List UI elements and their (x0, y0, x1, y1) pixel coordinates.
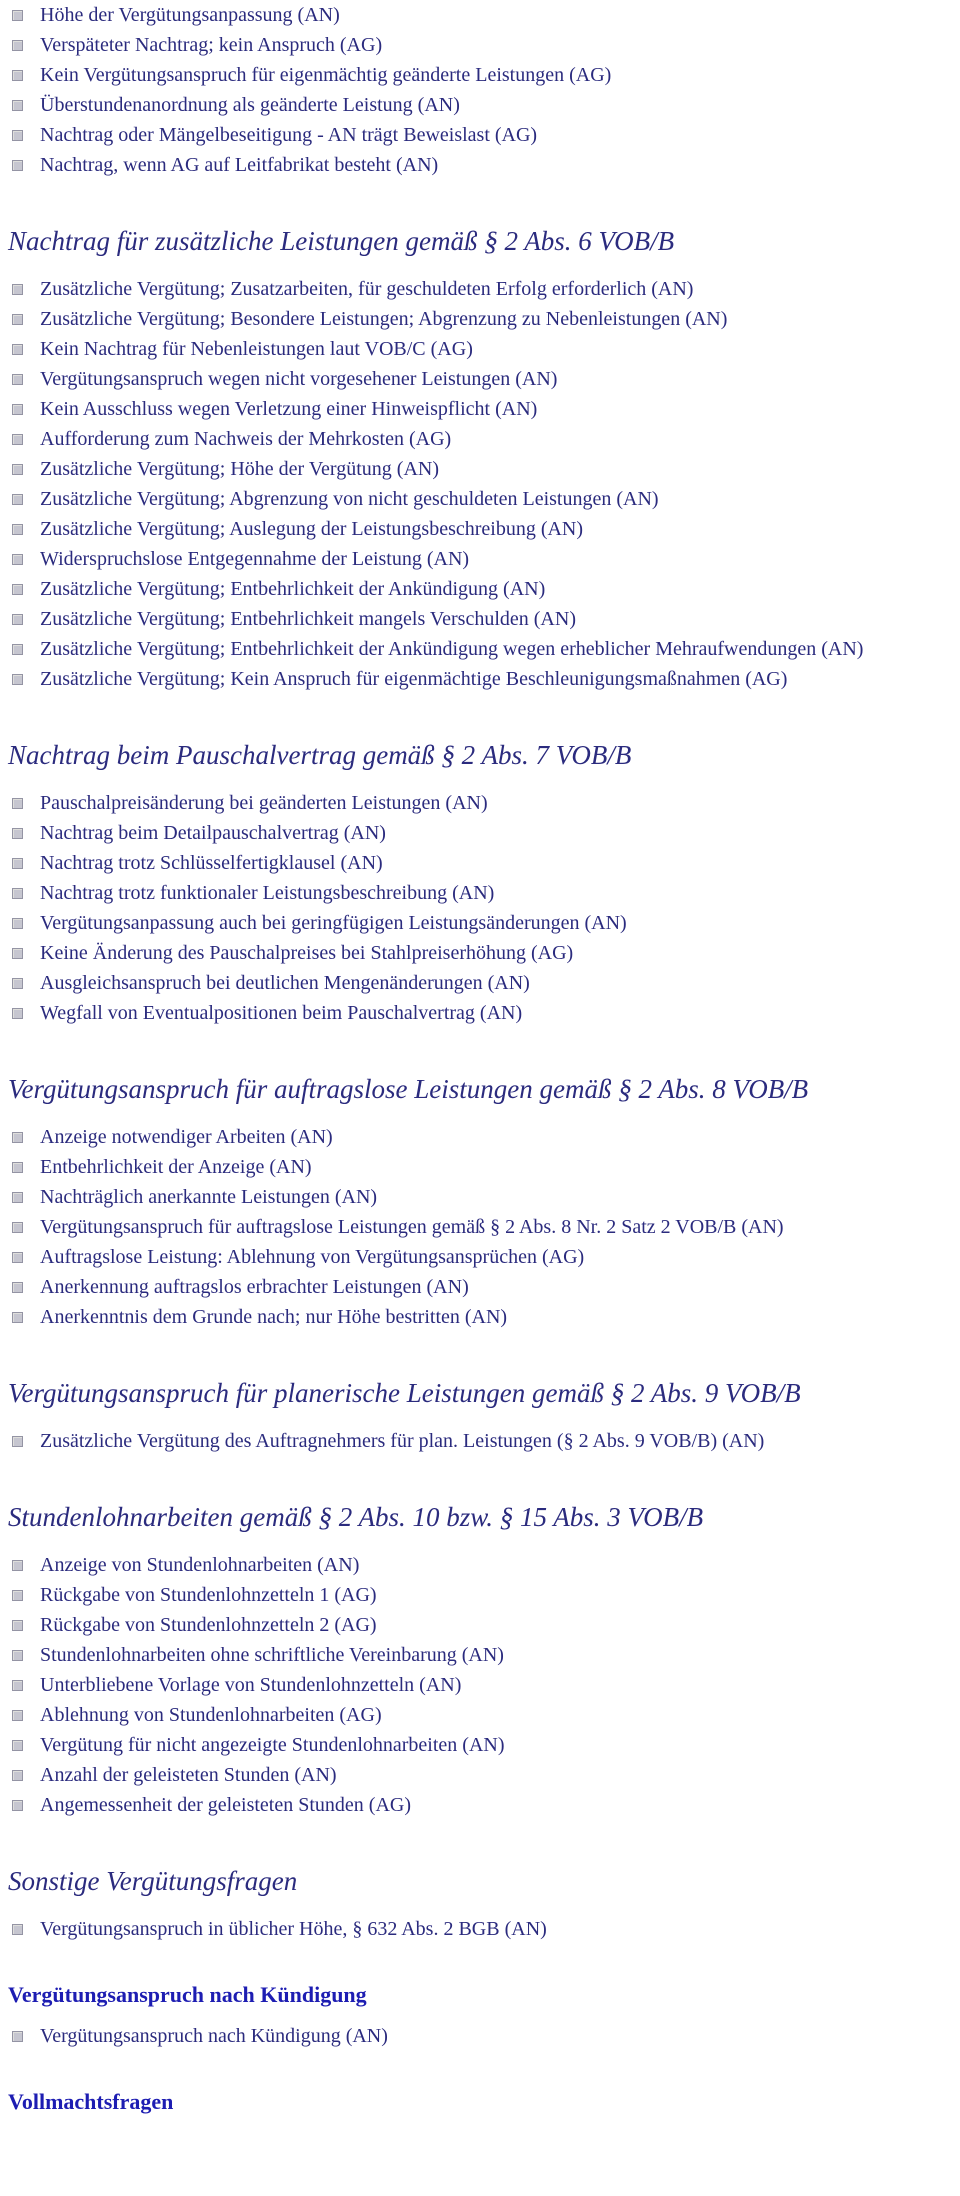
section-planerische-leistungen (8, 1377, 952, 1452)
bullet-square-icon (12, 614, 23, 625)
list-item (8, 459, 952, 480)
list-item (8, 973, 952, 994)
bullet-square-icon (12, 100, 23, 111)
bullet-square-icon (12, 1312, 23, 1323)
bullet-square-icon (12, 1800, 23, 1811)
list-item-text: Zusätzliche Vergütung des Auftragnehmers für plan. Leistungen (§ 2 Abs. 9 VOB/B) (AN) (40, 1430, 765, 1452)
bullet-square-icon (12, 1740, 23, 1751)
section-heading: Vergütungsanspruch für planerische Leistungen gemäß § 2 Abs. 9 VOB/B (8, 1378, 801, 1408)
list-item-text: Vergütung für nicht angezeigte Stundenlohnarbeiten (AN) (40, 1734, 505, 1756)
list-item-text: Zusätzliche Vergütung; Höhe der Vergütung (AN) (40, 458, 439, 480)
list-item (8, 309, 952, 330)
section-verguetungsanspruch-nach-kuendigung (8, 1982, 952, 2047)
list-item-text: Widerspruchslose Entgegennahme der Leistung (AN) (40, 548, 470, 570)
bullet-square-icon (12, 978, 23, 989)
list-item (8, 35, 952, 56)
list-item-text: Vergütungsanspruch nach Kündigung (AN) (40, 2025, 388, 2047)
section-stundenlohnarbeiten (8, 1501, 952, 1816)
list-item (8, 943, 952, 964)
list-item-text: Kein Ausschluss wegen Verletzung einer Hinweispflicht (AN) (40, 398, 538, 420)
list-item-text: Anzeige notwendiger Arbeiten (AN) (40, 1126, 333, 1148)
list-item-text: Zusätzliche Vergütung; Besondere Leistungen; Abgrenzung zu Nebenleistungen (AN) (40, 308, 728, 330)
list-item (8, 1705, 952, 1726)
topic-list (8, 5, 952, 176)
bullet-square-icon (12, 1590, 23, 1601)
list-item (8, 1585, 952, 1606)
bullet-square-icon (12, 858, 23, 869)
bullet-square-icon (12, 1132, 23, 1143)
bullet-square-icon (12, 1008, 23, 1019)
list-item-text: Anzahl der geleisteten Stunden (AN) (40, 1764, 337, 1786)
list-item-text: Zusätzliche Vergütung; Kein Anspruch für eigenmächtige Beschleunigungsmaßnahmen (AG) (40, 668, 788, 690)
list-item-text: Pauschalpreisänderung bei geänderten Leistungen (AN) (40, 792, 488, 814)
topic-list (8, 279, 952, 690)
list-item-text: Ablehnung von Stundenlohnarbeiten (AG) (40, 1704, 382, 1726)
subsection-heading: Vergütungsanspruch nach Kündigung (8, 1982, 367, 2007)
list-item (8, 1217, 952, 1238)
section-sonstige-verguetungsfragen (8, 1865, 952, 1940)
list-item-text: Auftragslose Leistung: Ablehnung von Vergütungsansprüchen (AG) (40, 1246, 585, 1268)
bullet-square-icon (12, 494, 23, 505)
bullet-square-icon (12, 1252, 23, 1263)
section-continuation (8, 5, 952, 176)
list-item (8, 65, 952, 86)
list-item (8, 1431, 952, 1452)
bullet-square-icon (12, 918, 23, 929)
section-heading: Sonstige Vergütungsfragen (8, 1866, 298, 1896)
bullet-square-icon (12, 1436, 23, 1447)
list-item (8, 1187, 952, 1208)
list-item-text: Ausgleichsanspruch bei deutlichen Mengenänderungen (AN) (40, 972, 530, 994)
bullet-square-icon (12, 344, 23, 355)
bullet-square-icon (12, 1770, 23, 1781)
bullet-square-icon (12, 10, 23, 21)
list-item (8, 639, 952, 660)
list-item (8, 429, 952, 450)
section-heading: Nachtrag für zusätzliche Leistungen gemäß § 2 Abs. 6 VOB/B (8, 226, 675, 256)
list-item (8, 519, 952, 540)
bullet-square-icon (12, 40, 23, 51)
list-item-text: Anerkenntnis dem Grunde nach; nur Höhe bestritten (AN) (40, 1306, 508, 1328)
list-item-text: Stundenlohnarbeiten ohne schriftliche Vereinbarung (AN) (40, 1644, 504, 1666)
list-item (8, 1615, 952, 1636)
list-item (8, 1735, 952, 1756)
bullet-square-icon (12, 1162, 23, 1173)
bullet-square-icon (12, 1192, 23, 1203)
bullet-square-icon (12, 1710, 23, 1721)
list-item-text: Zusätzliche Vergütung; Abgrenzung von nicht geschuldeten Leistungen (AN) (40, 488, 659, 510)
topic-list (8, 1127, 952, 1328)
list-item (8, 1127, 952, 1148)
list-item (8, 913, 952, 934)
bullet-square-icon (12, 374, 23, 385)
list-item (8, 1645, 952, 1666)
section-nachtrag-pauschalvertrag (8, 739, 952, 1024)
bullet-square-icon (12, 284, 23, 295)
list-item-text: Höhe der Vergütungsanpassung (AN) (40, 4, 340, 26)
list-item (8, 1919, 952, 1940)
list-item (8, 793, 952, 814)
topic-list (8, 1431, 952, 1452)
bullet-square-icon (12, 554, 23, 565)
bullet-square-icon (12, 584, 23, 595)
list-item-text: Kein Vergütungsanspruch für eigenmächtig geänderte Leistungen (AG) (40, 64, 612, 86)
bullet-square-icon (12, 434, 23, 445)
bullet-square-icon (12, 2031, 23, 2042)
bullet-square-icon (12, 888, 23, 899)
bullet-square-icon (12, 1650, 23, 1661)
list-item-text: Überstundenanordnung als geänderte Leistung (AN) (40, 94, 460, 116)
list-item (8, 2026, 952, 2047)
list-item-text: Nachtrag beim Detailpauschalvertrag (AN) (40, 822, 386, 844)
bullet-square-icon (12, 674, 23, 685)
list-item (8, 1765, 952, 1786)
list-item-text: Zusätzliche Vergütung; Entbehrlichkeit der Ankündigung wegen erheblicher Mehraufwendungen (AN) (40, 638, 864, 660)
list-item (8, 1555, 952, 1576)
list-item (8, 1795, 952, 1816)
list-item (8, 95, 952, 116)
bullet-square-icon (12, 1680, 23, 1691)
list-item (8, 155, 952, 176)
section-nachtrag-zusaetzliche-leistungen (8, 225, 952, 690)
list-item (8, 369, 952, 390)
bullet-square-icon (12, 1282, 23, 1293)
bullet-square-icon (12, 464, 23, 475)
topic-list (8, 1919, 952, 1940)
bullet-square-icon (12, 1924, 23, 1935)
bullet-square-icon (12, 524, 23, 535)
list-item-text: Zusätzliche Vergütung; Zusatzarbeiten, für geschuldeten Erfolg erforderlich (AN) (40, 278, 694, 300)
bullet-square-icon (12, 798, 23, 809)
bullet-square-icon (12, 828, 23, 839)
list-item (8, 339, 952, 360)
section-auftragslose-leistungen (8, 1073, 952, 1328)
list-item-text: Zusätzliche Vergütung; Auslegung der Leistungsbeschreibung (AN) (40, 518, 584, 540)
list-item (8, 853, 952, 874)
list-item (8, 1277, 952, 1298)
bullet-square-icon (12, 404, 23, 415)
subsection-heading: Vollmachtsfragen (8, 2089, 174, 2114)
list-item-text: Kein Nachtrag für Nebenleistungen laut VOB/C (AG) (40, 338, 473, 360)
list-item (8, 1157, 952, 1178)
bullet-square-icon (12, 130, 23, 141)
bullet-square-icon (12, 70, 23, 81)
list-item-text: Nachtrag trotz Schlüsselfertigklausel (AN) (40, 852, 383, 874)
topic-list (8, 793, 952, 1024)
list-item-text: Vergütungsanspruch in üblicher Höhe, § 632 Abs. 2 BGB (AN) (40, 1918, 547, 1940)
list-item-text: Vergütungsanspruch für auftragslose Leistungen gemäß § 2 Abs. 8 Nr. 2 Satz 2 VOB/B (AN) (40, 1216, 784, 1238)
list-item-text: Angemessenheit der geleisteten Stunden (AG) (40, 1794, 412, 1816)
bullet-square-icon (12, 314, 23, 325)
list-item (8, 1247, 952, 1268)
list-item-text: Wegfall von Eventualpositionen beim Pauschalvertrag (AN) (40, 1002, 523, 1024)
list-item-text: Entbehrlichkeit der Anzeige (AN) (40, 1156, 312, 1178)
list-item-text: Vergütungsanspruch wegen nicht vorgesehener Leistungen (AN) (40, 368, 558, 390)
list-item-text: Nachträglich anerkannte Leistungen (AN) (40, 1186, 378, 1208)
bullet-square-icon (12, 160, 23, 171)
section-vollmachtsfragen (8, 2089, 952, 2115)
list-item-text: Nachtrag trotz funktionaler Leistungsbeschreibung (AN) (40, 882, 495, 904)
list-item-text: Nachtrag oder Mängelbeseitigung - AN trägt Beweislast (AG) (40, 124, 538, 146)
list-item (8, 5, 952, 26)
list-item-text: Vergütungsanpassung auch bei geringfügigen Leistungsänderungen (AN) (40, 912, 627, 934)
list-item (8, 279, 952, 300)
list-item-text: Unterbliebene Vorlage von Stundenlohnzetteln (AN) (40, 1674, 462, 1696)
bullet-square-icon (12, 1222, 23, 1233)
list-item-text: Verspäteter Nachtrag; kein Anspruch (AG) (40, 34, 383, 56)
bullet-square-icon (12, 1620, 23, 1631)
list-item (8, 1307, 952, 1328)
section-heading: Vergütungsanspruch für auftragslose Leistungen gemäß § 2 Abs. 8 VOB/B (8, 1074, 809, 1104)
bullet-square-icon (12, 1560, 23, 1571)
list-item (8, 549, 952, 570)
list-item (8, 883, 952, 904)
list-item (8, 489, 952, 510)
list-item (8, 609, 952, 630)
list-item (8, 669, 952, 690)
list-item (8, 1675, 952, 1696)
topic-list (8, 1555, 952, 1816)
list-item (8, 125, 952, 146)
list-item-text: Anerkennung auftragslos erbrachter Leistungen (AN) (40, 1276, 469, 1298)
topic-list (8, 2026, 952, 2047)
list-item-text: Zusätzliche Vergütung; Entbehrlichkeit mangels Verschulden (AN) (40, 608, 576, 630)
list-item-text: Zusätzliche Vergütung; Entbehrlichkeit der Ankündigung (AN) (40, 578, 546, 600)
list-item-text: Keine Änderung des Pauschalpreises bei Stahlpreiserhöhung (AG) (40, 942, 574, 964)
list-item-text: Rückgabe von Stundenlohnzetteln 1 (AG) (40, 1584, 377, 1606)
section-heading: Nachtrag beim Pauschalvertrag gemäß § 2 Abs. 7 VOB/B (8, 740, 632, 770)
list-item-text: Anzeige von Stundenlohnarbeiten (AN) (40, 1554, 360, 1576)
list-item (8, 399, 952, 420)
list-item (8, 1003, 952, 1024)
list-item-text: Aufforderung zum Nachweis der Mehrkosten (AG) (40, 428, 452, 450)
list-item-text: Rückgabe von Stundenlohnzetteln 2 (AG) (40, 1614, 377, 1636)
bullet-square-icon (12, 644, 23, 655)
list-item-text: Nachtrag, wenn AG auf Leitfabrikat besteht (AN) (40, 154, 439, 176)
bullet-square-icon (12, 948, 23, 959)
list-item (8, 823, 952, 844)
section-heading: Stundenlohnarbeiten gemäß § 2 Abs. 10 bzw. § 15 Abs. 3 VOB/B (8, 1502, 704, 1532)
list-item (8, 579, 952, 600)
